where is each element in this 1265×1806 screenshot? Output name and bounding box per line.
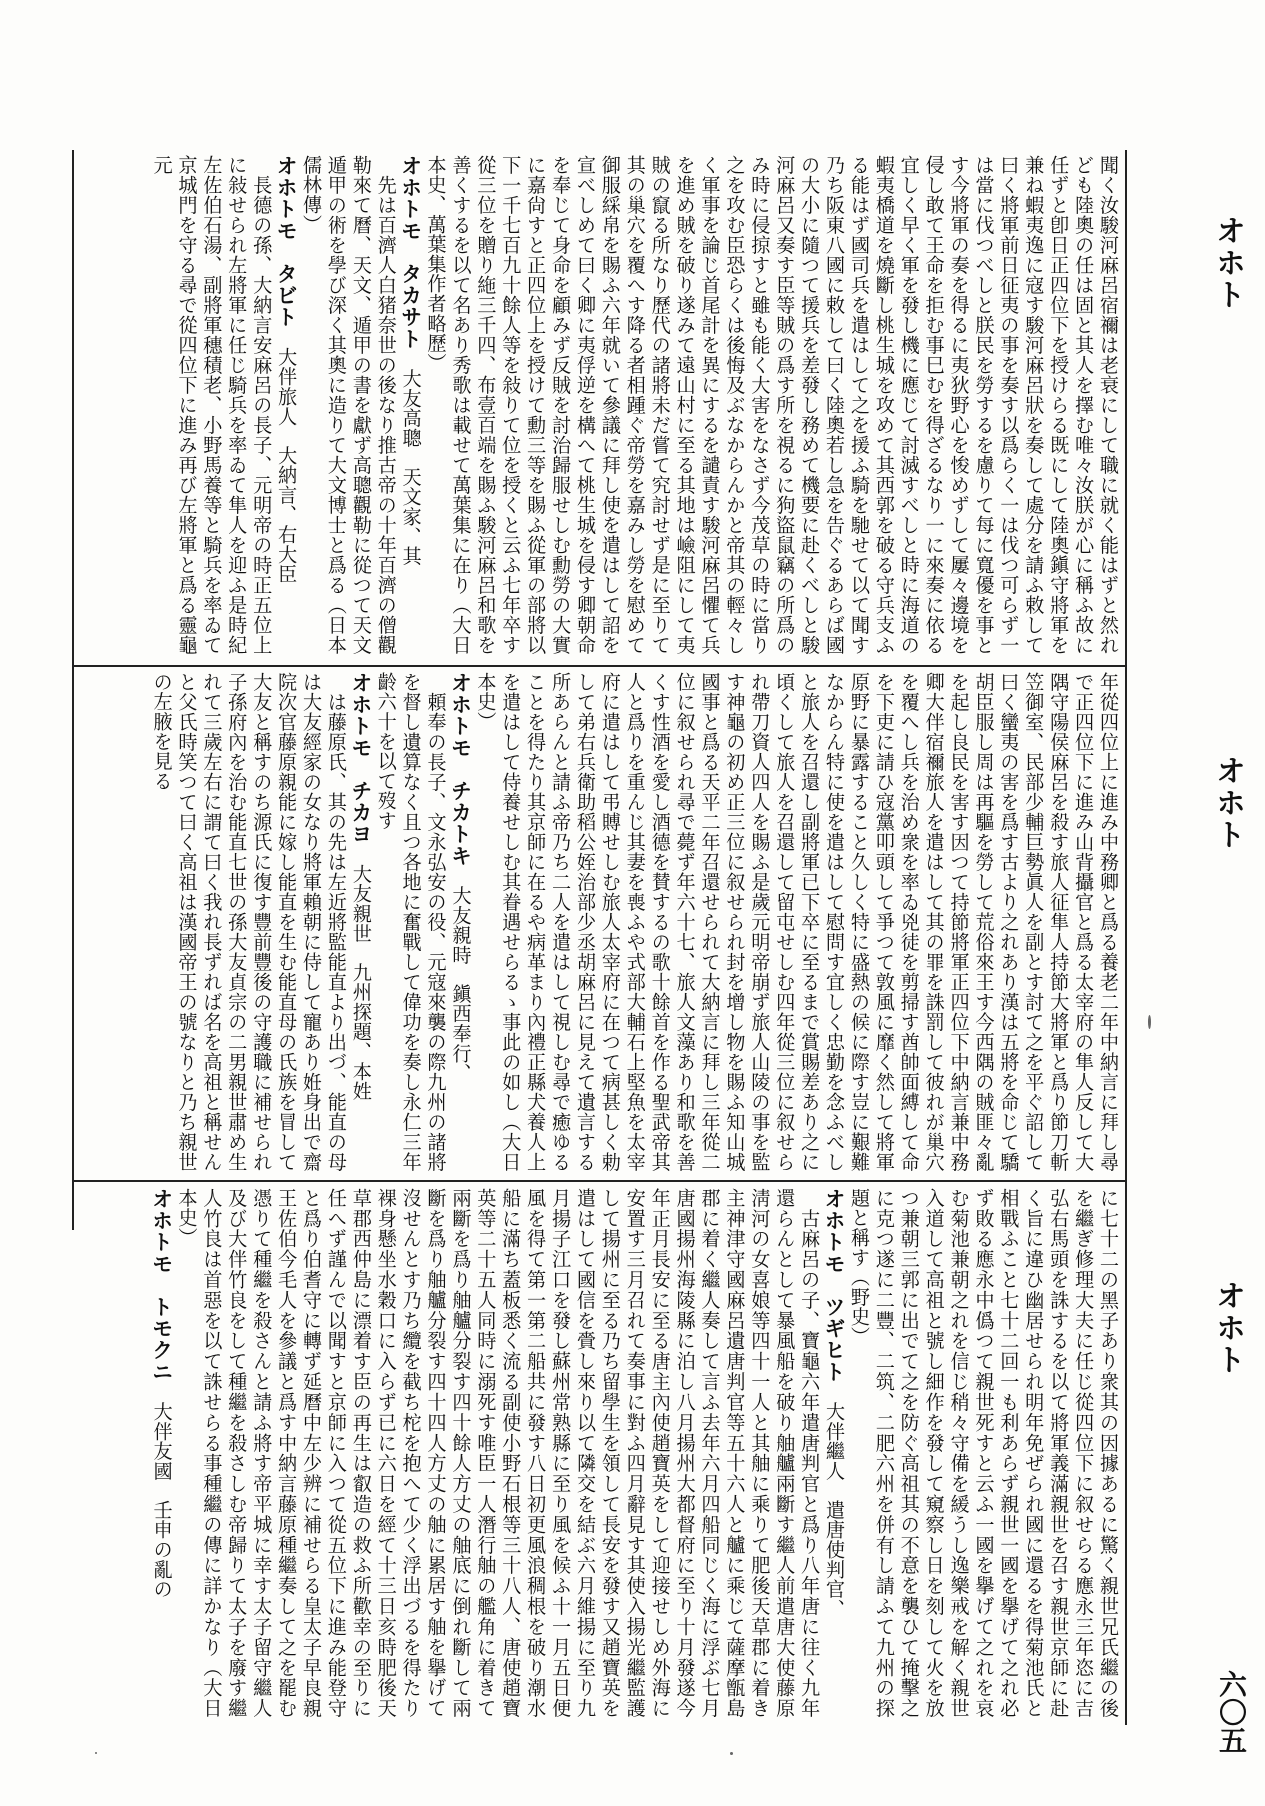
paragraph: 古麻呂の子、寶龜六年遣唐判官と爲り八年唐に往く九年還らんとして暴風船を破り舳艫兩斷す繼人前遣唐大使藤原淸河の女喜娘等四十一人と其舳に乘りて肥後天草郡に着き主神津守國麻呂遺唐判官等五十六人と艫に乘じて薩摩甑島郡に着く繼人奏して言ふ去年六月四船同じく海に浮ぶ七月唐國揚州海陵縣に泊し八月揚州大都督府に至り十月發遂今年正月長安に至る唐主內使趙寶英をして迎接せしめ外海に安置す三月召れて奏事に對ふ四月辭見す其使入揚光繼監護して揚州に至る乃ち留學生を領して長安を發す又趙寶英を遣はして國信を賫し來り以て隣交を結ぶ六月維揚に至り九月揚子江口を發し蘇州常熟縣に至り風を候ふ十一月五日便風を得て第一第二船共に發す八日初更風浪稠根を破り潮水船に滿ち蓋板悉く流る副使小野石根等三十八人、唐使趙寶英等二十五人同時に溺死す唯臣一人潛行舳の艦角に着きて兩斷を爲り舳艫分裂す四十餘人方丈の舳底に倒れ斷して兩斷を爲り舳艫分裂す四十四人方丈の舳に累居す舳を擧げて沒せんとす乃ち纜を截ち柁を抱へて少く浮出づるを得たり裸身懸坐水穀口に入らず已に六日を經て十三日亥時肥後天草郡西仲島に漂着す臣の再生は叡造の救ふ所歡幸の至りに任へず謹んで以聞すと京師に入つて從五位下に進み能登守と爲り伯耆守に轉ず延曆中左少辨に補せらる皇太子早良親王佐伯今毛人を參議と爲す中納言藤原種繼奏して之を罷む憑りて種繼を殺さんと請ふ將す帝平城に幸す太子留守繼人及び大伴竹良をして種繼を殺さしむ帝歸りて太子を廢す繼人竹良は首惡を以て誅せらる事種繼の傳に詳かなり（大日本史） [175,1188,822,1718]
entry-headword: オホトモ タカサト [398,155,423,350]
dictionary-entry [398,155,423,655]
page-number: 六〇五 [1215,1670,1248,1754]
entry-subject: 大友親世 [349,864,373,944]
entry-subject: 大伴友國 [150,1401,174,1481]
entry-note: 鎭西奉行、 [449,983,473,1083]
entry-headword: オホトモ トモクニ [149,1188,174,1383]
frame-left-rule [72,150,74,1230]
entry-headword: オホトモ チカヨ [348,672,373,845]
entry-note: 九州探題、本姓 [349,962,373,1101]
paragraph: は藤原氏、其の先は左近將監能直より出づ、能直の母は大友經家の女なり將軍賴朝に侍して寵あり姙身出で齋院次官藤原親能に嫁し能直を生む能直母の氏族を冒して大友と稱すのち源氏に復す豐前豐後の守護職に補せられ子孫府內を治む能直七世の孫大友貞宗の二男親世肅め生れて三歲左右に謂て曰く我れ長ずれば名を高祖と稱せんと父氏時笑つて曰く高祖は漢國帝王の號なりと乃ち親世の左腋を見る [150,672,348,1172]
running-header-bottom: オホト [1210,1280,1245,1376]
paragraph: 年從四位上に進み中務卿と爲る養老二年中納言に拜し尋で正四位下に進み山背攝官と爲る太宰府の隼人反して大隅守陽侯麻呂を殺す旅人征隼人持節大將軍と爲り節刀斬笠御室、民部少輔巨勢眞人を副とす討て之を平ぐ詔して曰く蠻夷の害を爲す古より之れあり漢は五將を命じて驕胡臣服し周は再驅を勞して荒俗來王す今西隅の賊匪々亂を起し良民を害す因つて持節將軍正四位下中納言兼中務卿大伴宿禰旅人を遣はして其の罪を誅罰して彼れが巢穴を覆へし兵を治め衆を率ゐ兇徒を剪掃す酋帥面縛して命を下吏に請ひ寇黨叩頭して爭つて敦風に靡く然して將軍原野に暴露すること久しく特に盛熱の候に際す豈に艱難なからん特に使を遣はして慰問す宜しく忠勤を念ふべしと旅人を召還し副將軍已下卒に至るまで賞賜差あり之に頃くして旅人を召還して留屯せしむ四年從三位に叙せられ帶刀資人四人を賜ふ是歲元明帝崩ず旅人山陵の事を監す神龜の初め正三位に叙せられ封を增し物を賜ふ知山城國事と爲る天平二年召還せられて大納言に拜し三年從二位に叙せられ尋で薨ず年六十七、旅人文藻あり和歌を善くす性酒を愛し酒德を賛するの歌十餘首を作る聖武帝其人と爲りを重んじ其妻を喪ふや式部大輔石上堅魚を太宰府に遣はして弔賻せしむ旅人太宰府に在つて病甚しく勅して弟右兵衛助稻公姪治部少丞胡麻呂に見えて遺言する所あらんと請ふ帝乃ち二人を遣はして視しむ尋で癒ゆることを得たり其京師に在るや病革まり內禮正縣犬養人上を遣はして侍養せしむ其眷遇せらるゝ事此の如し（大日本史） [474,672,1120,1172]
scan-speck [95,1752,97,1754]
paragraph: 先は百濟人白猪奈世の後なり推古帝の十年百濟の僧觀勒來て曆、天文、遁甲の書を獻ず高聰觀勒に從つて天文遁甲の術を學び深く其奧に造りて大文博士と爲る（日本儒林傳） [300,155,398,655]
dictionary-entry [348,672,373,1172]
entry-subject: 大友親時 [449,885,473,965]
entry-note: 天文家、其 [399,466,423,566]
tier-divider-upper [72,665,1127,667]
entry-note: 大納言、右大臣 [275,445,299,584]
entry-headword: オホトモ タビト [274,155,299,328]
dictionary-entry [273,155,298,655]
paragraph: 頼奉の長子、文永弘安の役、元寇來襲の際九州の諸將を督し遺算なく且つ各地に奮戰して偉功を奏し永仁三年齡六十を以て歿す [374,672,448,1172]
paragraph: 聞く汝駿河麻呂宿禰は老衰にして職に就く能はずと然れども陸奧の任は固と其人を擇む唯々汝朕が心に稱ふ故に任ずと卽日正四位下を授けらる既にして陸奧鎭守將軍を兼ね蝦夷逸に寇す駿河麻呂狀を奏して處分を請ふ敕して曰く將軍前日征夷の事を奏す以爲らく一は伐つ可らず一は當に伐つべしと朕民を勞するを慮りて每に寬優を事とす今將軍の奏を得るに夷狄野心を悛めずして屢々邊境を侵し敢て王命を拒む事巳むを得ざるなり一に來奏に依る宜しく早く軍を發し機に應じて討滅すべしと時に海道の蝦夷橋道を燒斷し桃生城を攻めて其西郭を破る守兵支ふる能はず國司兵を遣はして之を援ふ騎を馳せて以て聞す乃ち阪東八國に敕して曰く陸奧若し急を告ぐるあらば國の大小に隨つて援兵を差發し務めて機要に赴くべしと駿河麻呂又奏す臣等賊の爲す所を視るに狗盜鼠竊の所爲のみ時に侵掠すと雖も能く大害をなさず今茂草の時に當り之を攻む臣恐らくは後悔及ぶなからんかと帝其の輕々しく軍事を論じ首尾計を異にするを譴責す駿河麻呂懼て兵を進め賊を破り遂みて遠山村に至る其地は嶮阻にして夷賊の竄る所なり歷代の諸將未だ嘗て究討せず是に至りて其の巢穴を覆へす降る者相踵ぐ帝勞を嘉みし勞を慰めて御服綵帛を賜ふ六年就いて參議に拜し使を遣はして詔を宣べしめて曰く卿に夷俘逆を構へて桃生城を侵す卿朝命を奉じて身命を顧みず反賊を討治歸服せしむ勳勞の大實に嘉尙すと正四位上を授けて勳三等を賜ふ從軍の部將以下一千七百九十餘人等を敍りて位を授くと云ふ七年卒す從三位を贈り絁三千四、布壹百端を賜ふ駿河麻呂和歌を善くするを以て名あり秀歌は載せて萬葉集に在り（大日本史、萬葉集作者略歷） [424,155,1120,655]
entry-subject: 大友高聰 [399,368,423,448]
entry-headword: オホトモ ツギヒト [822,1188,847,1383]
running-header-middle: オホト [1210,755,1245,851]
text-block-middle [80,672,1120,1172]
entry-subject: 大伴繼人 [823,1401,847,1481]
paragraph: 長德の孫、大納言安麻呂の長子、元明帝の時正五位上に敍せられ左將軍に任じ騎兵を率ゐて隼人を迎ふ是時紀左佐伯石湯、副將軍穗積老、小野馬養等と騎兵を率ゐて京城門を守る尋で從四位下に進み再び左將軍と爲る靈龜元 [150,155,274,655]
tier-divider-lower [72,1180,1127,1182]
entry-note: 遣唐使判官、 [823,1499,847,1619]
paragraph: に七十二の黑子あり衆其の因據あるに驚く親世兄氏繼の後を繼ぎ修理大夫に任じ從四位下に叙せらる應永三年恣に吉弘右馬頭を誅するを以て將軍義滿親世を召す親世京師に赴く旨に違ひ幽居せられ明年免ぜられ國に還るを得菊池氏と相戰ふこと七十二回一も利あらず親世一國を擧げて之れ必ず敗る應永中僞つて親世死すと云ふ一國を擧げて之れを哀む菊池兼朝之れを信じ稍々守備を緩うし逸樂戒を解く親世入道して高祖と號し細作を發して窺察し日を刻して火を放つ兼朝三郭に出でて之を防ぐ高祖其の不意を襲ひて掩擊之に克つ遂に二豐、二筑、二肥六州を併有し請ふて九州の探題と稱す（野史） [847,1188,1120,1718]
dictionary-entry [821,1188,846,1718]
running-header-top: オホト [1210,215,1245,311]
scan-speck [1148,1015,1151,1029]
text-block-upper [80,155,1120,655]
dictionary-entry [149,1188,174,1718]
entry-headword: オホトモ チカトキ [448,672,473,867]
text-block-lower [80,1188,1120,1718]
entry-subject: 大伴旅人 [275,347,299,427]
scan-speck [730,1752,733,1755]
entry-note: 壬申の亂の [150,1499,174,1599]
dictionary-entry [448,672,473,1172]
frame-right-rule [1125,150,1127,1725]
